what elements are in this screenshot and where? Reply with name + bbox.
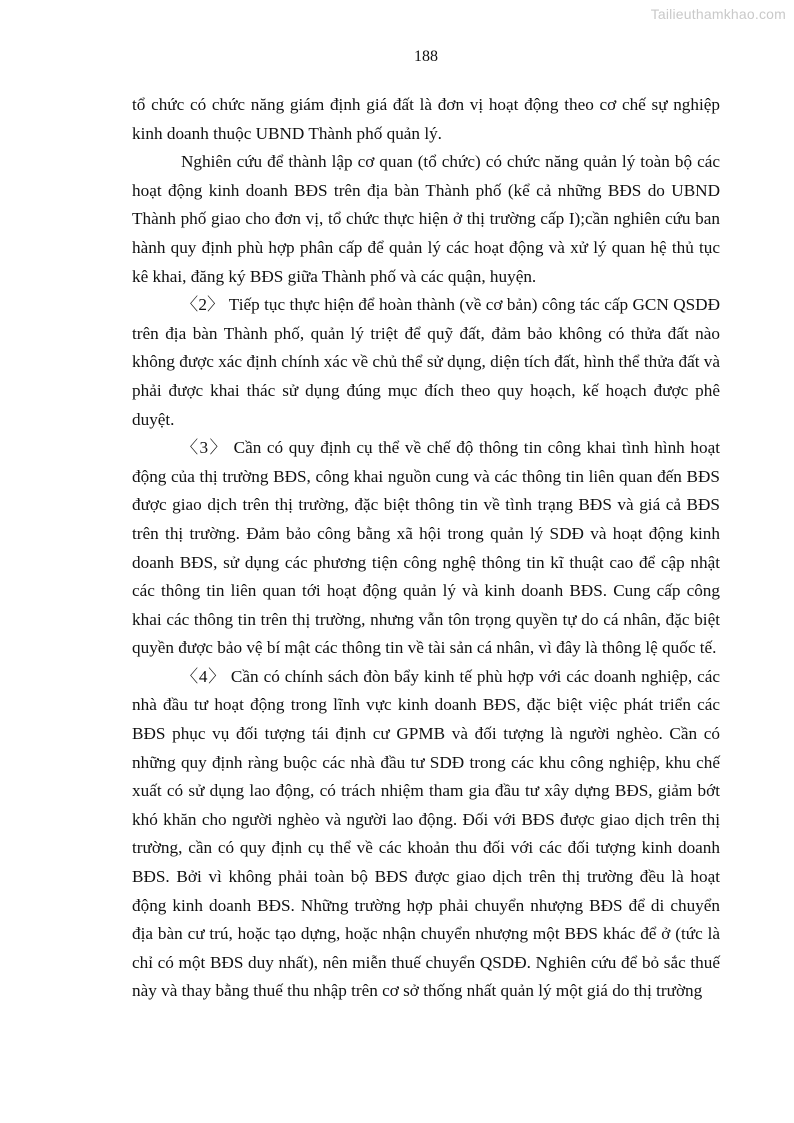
page-number: 188 xyxy=(414,48,438,65)
paragraph-item-4: 〈4〉 Cần có chính sách đòn bẩy kinh tế phù hợp với các doanh nghiệp, các nhà đầu tư hoạt động trong lĩnh vực kinh doanh BĐS, đặc biệt việc phát triển các BĐS phục vụ đối tượng tái định cư GPMB và đối tượng là người nghèo. Cần có những quy định ràng buộc các nhà đầu tư SDĐ trong các khu công nghiệp, khu chế xuất có sử dụng lao động, có trách nhiệm tham gia đầu tư xây dựng BĐS, giảm bớt khó khăn cho người nghèo và người lao động. Đối với BĐS được giao dịch trên thị trường, cần có quy định cụ thể về các khoản thu đối với các đối tượng kinh doanh BĐS. Bởi vì không phải toàn bộ BĐS được giao dịch trên thị trường đều là hoạt động kinh doanh BĐS. Những trường hợp phải chuyển nhượng BĐS để di chuyển địa bàn cư trú, hoặc tạo dựng, hoặc nhận chuyển nhượng một BĐS khác để ở (tức là chỉ có một BĐS duy nhất), nên miễn thuế chuyển QSDĐ. Nghiên cứu để bỏ sắc thuế này và thay bằng thuế thu nhập trên cơ sở thống nhất quản lý một giá do thị trường xyxy=(132,666,720,1001)
paragraph-item-3: 〈3〉 Cần có quy định cụ thể về chế độ thông tin công khai tình hình hoạt động của thị trường BĐS, công khai nguồn cung và các thông tin liên quan đến BĐS được giao dịch trên thị trường, đặc biệt thông tin về tình trạng BĐS và giá cả BĐS trên thị trường. Đảm bảo công bằng xã hội trong quản lý SDĐ và hoạt động kinh doanh BĐS, sử dụng các phương tiện công nghệ thông tin kĩ thuật cao để cập nhật các thông tin liên quan tới hoạt động quản lý và kinh doanh BĐS. Cung cấp công khai các thông tin trên thị trường, nhưng vẫn tôn trọng quyền tự do cá nhân, đặc biệt quyền được bảo vệ bí mật các thông tin về tài sản cá nhân, vì đây là thông lệ quốc tế. xyxy=(132,438,720,658)
document-body xyxy=(132,91,720,1006)
paragraph-continuation: tổ chức có chức năng giám định giá đất là đơn vị hoạt động theo cơ chế sự nghiệp kinh doanh thuộc UBND Thành phố quản lý. xyxy=(132,95,720,143)
watermark-text: Tailieuthamkhao.com xyxy=(650,6,786,22)
paragraph-item-2: 〈2〉 Tiếp tục thực hiện để hoàn thành (về cơ bản) công tác cấp GCN QSDĐ trên địa bàn Thành phố, quản lý triệt để quỹ đất, đảm bảo không có thửa đất nào không được xác định chính xác về chủ thể sử dụng, diện tích đất, hình thể thửa đất và phải được khai thác sử dụng đúng mục đích theo quy hoạch, kế hoạch được phê duyệt. xyxy=(132,295,720,429)
paragraph-research-agency: Nghiên cứu để thành lập cơ quan (tổ chức) có chức năng quản lý toàn bộ các hoạt động kinh doanh BĐS trên địa bàn Thành phố (kể cả những BĐS do UBND Thành phố giao cho đơn vị, tổ chức thực hiện ở thị trường cấp I);cần nghiên cứu ban hành quy định phù hợp phân cấp để quản lý các hoạt động và xử lý quan hệ thủ tục kê khai, đăng ký BĐS giữa Thành phố và các quận, huyện. xyxy=(132,152,720,286)
